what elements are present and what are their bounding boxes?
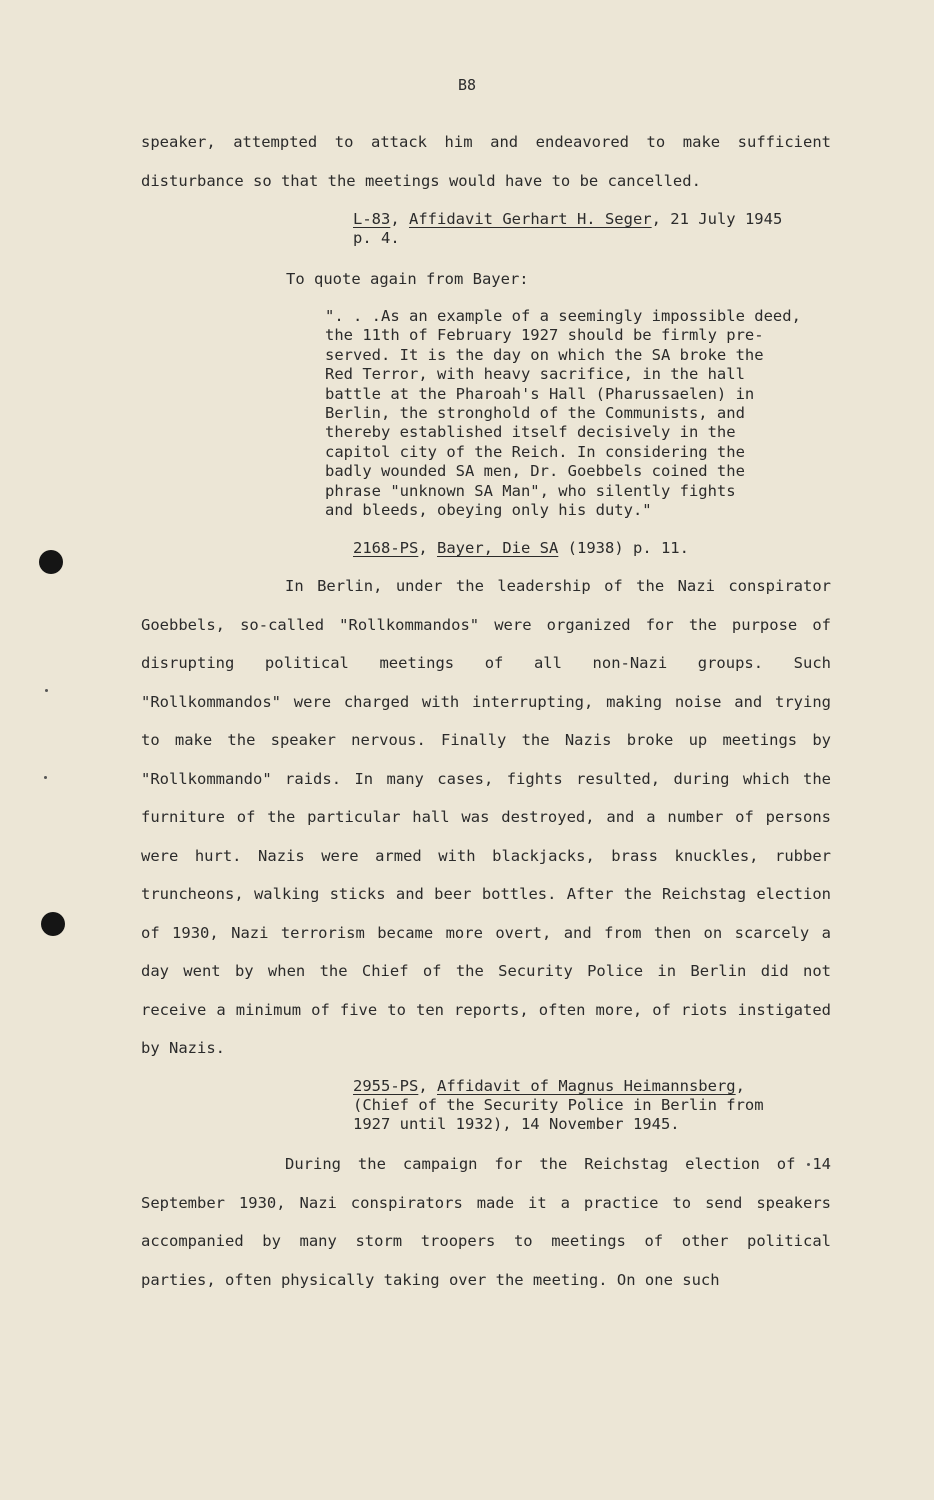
citation-line2: (Chief of the Security Police in Berlin from — [353, 1096, 764, 1114]
page-number: B8 — [457, 76, 477, 94]
citation-rest: (1938) p. 11. — [558, 539, 689, 557]
citation-title: Affidavit of Magnus Heimannsberg — [437, 1077, 736, 1095]
citation-line3: 1927 until 1932), 14 November 1945. — [353, 1115, 680, 1133]
quote-line: thereby established itself decisively in the — [325, 423, 736, 442]
citation-bayer: 2168-PS, Bayer, Die SA (1938) p. 11. — [353, 539, 689, 557]
quote-line: badly wounded SA men, Dr. Goebbels coined the — [325, 462, 745, 481]
quote-line: ". . .As an example of a seemingly impossible deed, — [325, 307, 801, 325]
citation-ref: 2168-PS — [353, 539, 419, 557]
paper-speck — [45, 689, 48, 692]
paragraph-campaign: During the campaign for the Reichstag election of 14 September 1930, Nazi conspirators made it a practice to send speakers accompanied by many storm troopers to meetings of other political parties, often physically taking over the meeting. On one such — [141, 1155, 831, 1289]
block-quote — [325, 307, 825, 520]
quote-line: Berlin, the stronghold of the Communists, and — [325, 404, 745, 423]
paragraph-continuation: speaker, attempted to attack him and endeavored to make sufficient disturbance so that the meetings would have to be cancelled. — [141, 133, 831, 190]
paragraph-rollkommandos: In Berlin, under the leadership of the Nazi conspirator Goebbels, so-called "Rollkommandos" were organized for the purpose of disrupting political meetings of all non-Nazi groups. Such "Rollkommandos" were charged with interrupting, making noise and trying to make the speaker nervous. Finally the Nazis broke up meetings by "Rollkommando" raids. In many cases, fights resulted, during which the furniture of the particular hall was destroyed, and a number of persons were hurt. Nazis were armed with blackjacks, brass knuckles, rubber truncheons, walking sticks and beer bottles. After the Reichstag election of 1930, Nazi terrorism became more overt, and from then on scarcely a day went by when the Chief of the Security Police in Berlin did not receive a minimum of five to ten reports, often more, of riots instigated by Nazis. — [141, 577, 831, 1057]
citation-title: Bayer, Die SA — [437, 539, 559, 557]
quote-intro: To quote again from Bayer: — [286, 270, 529, 288]
citation-title: Affidavit Gerhart H. Seger — [409, 210, 652, 228]
quote-line: served. It is the day on which the SA broke the — [325, 345, 764, 364]
quote-line: Red Terror, with heavy sacrifice, in the hall — [325, 365, 745, 384]
citation-ref: L-83 — [353, 210, 391, 228]
citation-date: , 21 July 1945 — [651, 210, 783, 228]
quote-line: the 11th of February 1927 should be firmly pre- — [325, 326, 764, 345]
punch-hole-bottom — [41, 912, 65, 936]
quote-line: capitol city of the Reich. In considering the — [325, 442, 745, 461]
quote-line: and bleeds, obeying only his duty." — [325, 501, 652, 520]
citation-seger: L-83, Affidavit Gerhart H. Seger, 21 July 1945 p. 4. — [353, 210, 783, 247]
citation-ref: 2955-PS — [353, 1077, 419, 1095]
citation-page: p. 4. — [353, 229, 400, 247]
paper-speck — [44, 776, 47, 779]
quote-line: battle at the Pharoah's Hall (Pharussaelen) in — [325, 384, 755, 403]
punch-hole-top — [39, 550, 63, 574]
quote-line: phrase "unknown SA Man", who silently fights — [325, 481, 736, 500]
citation-heimannsberg: 2955-PS, Affidavit of Magnus Heimannsberg, (Chief of the Security Police in Berlin from 1927 until 1932), 14 November 1945. — [353, 1077, 764, 1133]
